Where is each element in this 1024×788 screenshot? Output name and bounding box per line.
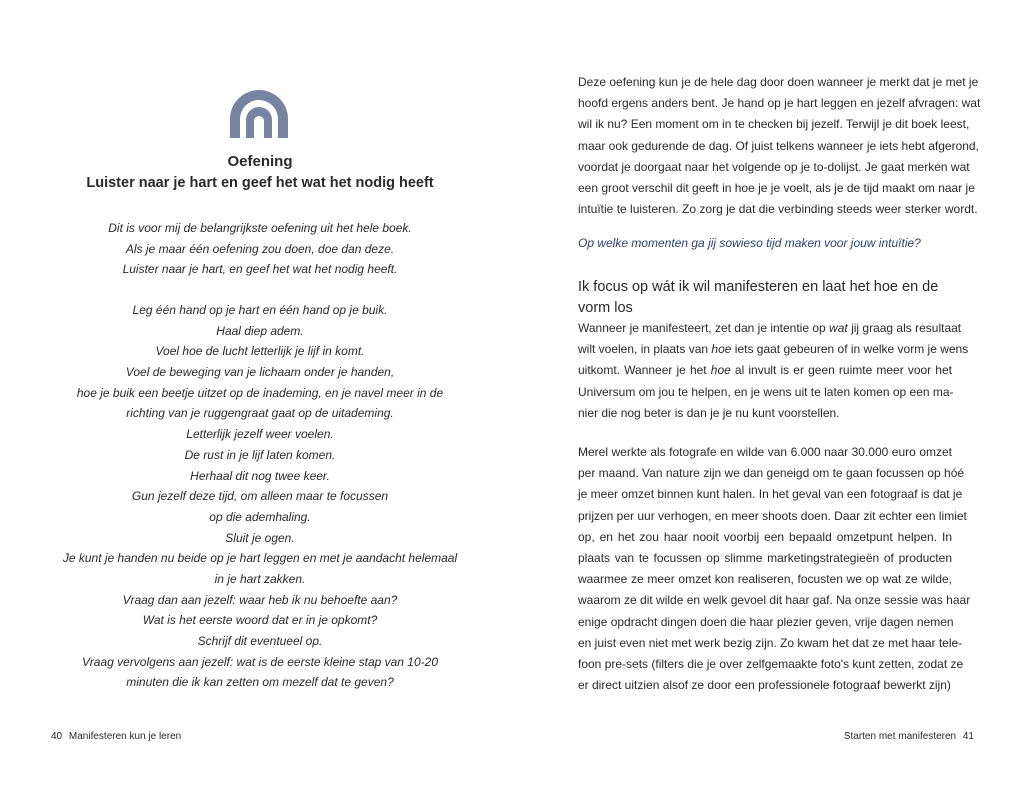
section-heading: Ik focus op wát ik wil manifesteren en laat het hoe en de vorm los	[578, 279, 939, 316]
text-line: een groot verschil dit geeft in hoe je je voelt, als je de tijd maakt om naar je	[578, 180, 975, 195]
text-line: Deze oefening kun je de hele dag door doen wanneer je merkt dat je met je	[578, 75, 979, 89]
text-line	[578, 339, 969, 360]
intro-line: Luister naar je hart, en geef het wat het nodig heeft.	[122, 262, 398, 277]
text-line: je meer omzet binnen kunt halen. In het geval van een fotograaf is dat je	[578, 487, 963, 502]
step-line: Herhaal dit nog twee keer.	[190, 468, 330, 483]
text-segment: wilt voelen, in plaats van	[578, 342, 712, 357]
left-footer	[47, 731, 181, 742]
step-line: Leg één hand op je hart en één hand op je buik.	[132, 303, 388, 317]
text-line: per maand. Van nature zijn we dan geneigd om te gaan focussen op hóé	[578, 466, 965, 481]
step-line: Vraag vervolgens aan jezelf: wat is de eerste kleine stap van 10-20	[82, 654, 438, 669]
text-line: maar ook gedurende de dag. Of juist telkens wanneer je iets hebt afgerond,	[578, 138, 979, 153]
text-segment: nier die nog beter is dan je je nu kunt voorstellen.	[578, 405, 840, 420]
text-segment: Wanneer je manifesteert, zet dan je intentie op	[578, 321, 830, 335]
step-line: minuten die ik kan zetten om mezelf dat te geven?	[126, 675, 394, 690]
text-line: plaats van te focussen op slimme marketingstrategieën of producten	[578, 550, 952, 565]
running-title: Manifesteren kun je leren	[68, 731, 182, 742]
emphasis-word: wat	[829, 321, 848, 335]
text-line: en juist even niet met werk bezig zijn. Zo kwam het dat ze met haar tele-	[578, 635, 963, 650]
step-line: Wat is het eerste woord dat er in je opkomt?	[142, 613, 378, 628]
step-line: Je kunt je handen nu beide op je hart leggen en met je aandacht helemaal	[62, 551, 458, 566]
text-line: er direct uitzien alsof ze door een professionele fotograaf bewerkt zijn)	[578, 678, 951, 693]
text-line: op, en het zou haar nooit voorbij een bepaald omzetpunt helpen. In	[578, 529, 952, 544]
step-line: Voel hoe de lucht letterlijk je lijf in komt.	[155, 344, 365, 359]
step-line: hoe je buik een beetje uitzet op de inademing, en je navel meer in de	[76, 385, 444, 400]
right-footer	[844, 731, 978, 742]
paragraph-example	[578, 442, 971, 696]
step-line: op die ademhaling.	[209, 509, 311, 524]
text-segment: al invult is er geen ruimte meer voor het	[730, 363, 952, 378]
text-line	[578, 382, 952, 403]
step-line: richting van je ruggengraat gaat op de uitademing.	[126, 406, 394, 421]
exercise-label: Oefening	[227, 153, 293, 170]
text-line: waarmee ze meer omzet kon realiseren, focusten we op wat ze wilde,	[578, 572, 952, 587]
text-segment: iets gaat gebeuren of in welke vorm je wens	[731, 342, 969, 357]
text-line: enige opdracht dingen doen die haar plezier geven, vrije dagen nemen	[578, 614, 954, 629]
text-line: Merel werkte als fotografe en wilde van 6.000 naar 30.000 euro omzet	[578, 445, 952, 459]
intro-line: Als je maar één oefening zou doen, doe dan deze.	[125, 241, 395, 256]
step-line: Gun jezelf deze tijd, om alleen maar te focussen	[131, 489, 389, 504]
rainbow-arch-icon	[226, 86, 292, 138]
step-line: in je hart zakken.	[214, 571, 306, 586]
page-number: 40	[51, 731, 63, 742]
step-line: Haal diep adem.	[216, 323, 304, 338]
text-segment: jij graag als resultaat	[847, 321, 962, 335]
step-line: Letterlijk jezelf weer voelen.	[186, 427, 334, 442]
running-title: Starten met manifesteren	[843, 731, 957, 742]
paragraph-intro	[578, 72, 981, 220]
step-line: De rust in je lijf laten komen.	[184, 447, 336, 462]
step-line: Schrijf dit eventueel op.	[197, 634, 323, 648]
reflection-question: Op welke momenten ga jij sowieso tijd maken voor jouw intuïtie?	[578, 236, 921, 250]
page-number: 41	[962, 731, 974, 742]
text-segment: uitkomt. Wanneer je het	[578, 363, 711, 378]
text-line	[578, 403, 952, 424]
intro-line: Dit is voor mij de belangrijkste oefening uit het hele boek.	[108, 221, 412, 235]
text-line: wil ik nu? Een moment om in te checken bij jezelf. Terwijl je dit boek leest,	[578, 117, 970, 132]
exercise-steps	[40, 300, 480, 693]
paragraph-manifest	[578, 318, 969, 424]
step-line: Sluit je ogen.	[225, 530, 295, 545]
text-line: voordat je doorgaat naar het volgende op je to-dolijst. Je gaat merken wat	[578, 159, 970, 174]
exercise-intro	[40, 218, 480, 280]
text-line: foon pre-sets (filters die je over zelfgemaakte foto's kunt zetten, zodat ze	[578, 656, 964, 671]
right-page	[512, 0, 1024, 788]
text-segment: Universum om jou te helpen, en je wens uit te laten komen op een ma-	[578, 384, 954, 399]
step-line: Voel de beweging van je lichaam onder je handen,	[125, 365, 395, 380]
text-line: intuïtie te luisteren. Zo zorg je dat die verbinding steeds weer sterker wordt.	[578, 202, 978, 217]
text-line: prijzen per uur verhogen, en meer shoots doen. Daar zit echter een limiet	[578, 508, 967, 523]
exercise-title: Luister naar je hart en geef het wat het nodig heeft	[86, 175, 434, 191]
text-line	[578, 318, 962, 339]
text-line: waarom ze dit wilde en welk gevoel dit haar gaf. Na onze sessie was haar	[578, 593, 971, 608]
emphasis-word: hoe	[711, 342, 732, 357]
step-line: Vraag dan aan jezelf: waar heb ik nu behoefte aan?	[122, 592, 398, 607]
text-line	[578, 360, 952, 381]
emphasis-word: hoe	[710, 363, 731, 378]
text-line: hoofd ergens anders bent. Je hand op je hart leggen en jezelf afvragen: wat	[578, 96, 981, 111]
